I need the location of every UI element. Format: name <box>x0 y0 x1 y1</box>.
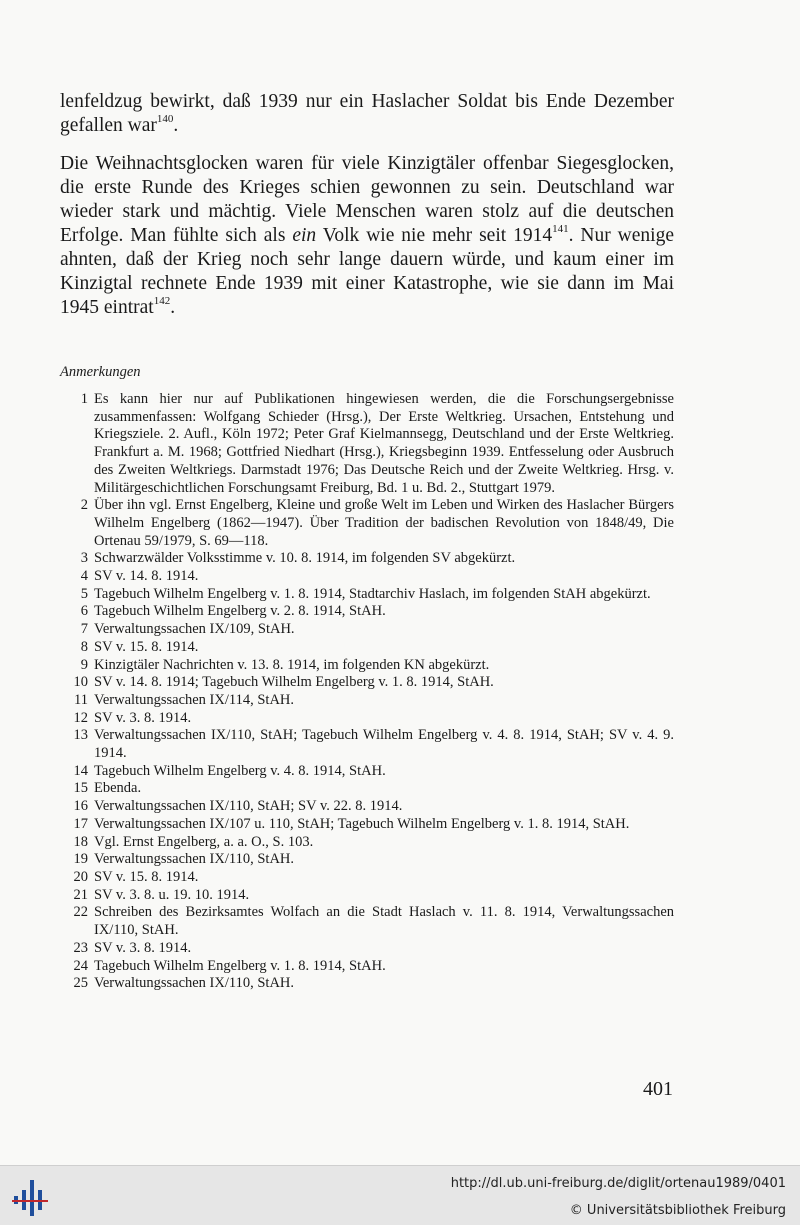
copyright-notice: © Universitätsbibliothek Freiburg <box>569 1203 786 1218</box>
footnote-text: Über ihn vgl. Ernst Engelberg, Kleine und große Welt im Leben und Wirken des Haslacher Bürgers Wilhelm Engelberg (1862—1947). Über Tradition der badischen Revolution von 1848/49, Die Ortenau 59/1979, S. 69—118. <box>94 497 674 549</box>
footnote-item <box>60 940 674 958</box>
footnote-item <box>60 674 674 692</box>
footnote-text: Kinzigtäler Nachrichten v. 13. 8. 1914, im folgenden KN abgekürzt. <box>94 656 490 673</box>
footnote-item <box>60 958 674 976</box>
footnote-item <box>60 816 674 834</box>
paragraph-1 <box>60 90 674 138</box>
footnote-ref-140: 140 <box>156 112 174 125</box>
notes-list <box>60 391 674 993</box>
paragraph-2-text-b: Volk wie nie mehr seit 1914 <box>316 225 553 246</box>
footnote-item <box>60 657 674 675</box>
footnote-text: Verwaltungssachen IX/110, StAH. <box>94 851 295 868</box>
footnote-number: 15 <box>73 780 88 797</box>
paragraph-2-end: . <box>170 297 176 318</box>
footer-bar <box>0 1165 800 1225</box>
footnote-text: Verwaltungssachen IX/110, StAH; SV v. 22. 8. 1914. <box>94 798 403 815</box>
footnote-text: Schwarzwälder Volksstimme v. 10. 8. 1914, im folgenden SV abgekürzt. <box>94 550 516 567</box>
footnote-text: Tagebuch Wilhelm Engelberg v. 1. 8. 1914, StAH. <box>94 957 386 974</box>
footnote-item <box>60 639 674 657</box>
footnote-item <box>60 603 674 621</box>
library-logo-icon <box>10 1174 50 1218</box>
footnote-item <box>60 834 674 852</box>
footnote-number: 13 <box>73 727 88 744</box>
footnote-number: 24 <box>73 957 88 974</box>
footnote-item <box>60 887 674 905</box>
footnote-text: Es kann hier nur auf Publikationen hingewiesen werden, die die Forschungsergebnisse zusammenfassen: Wolfgang Schieder (Hrsg.), Der Erste Weltkrieg. Ursachen, Entstehung und Kriegsziele. 2. Aufl., Köln 1972; Peter Graf Kielmannsegg, Deutschland und der Erste Weltkrieg. Frankfurt a. M. 1968; Gottfried Niedhart (Hrsg.), Kriegsbeginn 1939. Entfesselung oder Ausbruch des Zweiten Weltkriegs. Darmstadt 1976; Das Deutsche Reich und der Zweite Weltkrieg. Hrsg. v. Militärgeschichtlichen Forschungsamt Freiburg, Bd. 1 u. Bd. 2., Stuttgart 1979. <box>94 391 674 496</box>
footnote-text: Verwaltungssachen IX/114, StAH. <box>94 691 295 708</box>
footnote-number: 25 <box>73 975 88 992</box>
footnote-item <box>60 869 674 887</box>
footnote-number: 4 <box>80 568 88 585</box>
footnote-number: 22 <box>73 904 88 921</box>
footnote-number: 20 <box>73 868 88 885</box>
footnote-text: SV v. 3. 8. u. 19. 10. 1914. <box>94 886 250 903</box>
footnote-number: 5 <box>80 585 88 602</box>
footnote-number: 18 <box>73 833 88 850</box>
footnote-number: 3 <box>80 550 88 567</box>
page-number: 401 <box>643 1078 673 1100</box>
footnote-text: Ebenda. <box>94 780 142 797</box>
footnote-number: 16 <box>73 798 88 815</box>
footnote-item <box>60 763 674 781</box>
footnote-number: 14 <box>73 762 88 779</box>
footnote-number: 8 <box>80 638 88 655</box>
footnote-item <box>60 550 674 568</box>
footnote-text: Verwaltungssachen IX/107 u. 110, StAH; Tagebuch Wilhelm Engelberg v. 1. 8. 1914, StAH. <box>94 815 630 832</box>
footnote-number: 21 <box>73 886 88 903</box>
paragraph-2 <box>60 152 674 320</box>
notes-heading: Anmerkungen <box>60 364 141 380</box>
footnote-text: Verwaltungssachen IX/109, StAH. <box>94 621 295 638</box>
footnote-item <box>60 391 674 497</box>
footnote-number: 11 <box>74 691 88 708</box>
footnote-item <box>60 692 674 710</box>
footnote-number: 9 <box>80 656 88 673</box>
body-text <box>60 90 674 334</box>
footnote-item <box>60 904 674 939</box>
footnote-item <box>60 568 674 586</box>
footnote-item <box>60 621 674 639</box>
footnote-text: SV v. 15. 8. 1914. <box>94 868 199 885</box>
footnote-text: Tagebuch Wilhelm Engelberg v. 4. 8. 1914, StAH. <box>94 762 386 779</box>
footnote-text: SV v. 14. 8. 1914; Tagebuch Wilhelm Engelberg v. 1. 8. 1914, StAH. <box>94 674 494 691</box>
footnote-ref-141: 141 <box>552 222 569 235</box>
footnote-item <box>60 586 674 604</box>
footnote-item <box>60 851 674 869</box>
footnote-item <box>60 975 674 993</box>
footnote-number: 2 <box>80 497 88 514</box>
footnote-number: 6 <box>80 603 88 620</box>
footnote-number: 10 <box>73 674 88 691</box>
paragraph-2-emphasis: ein <box>292 225 317 246</box>
footnote-item <box>60 798 674 816</box>
footnote-number: 17 <box>73 815 88 832</box>
footnote-text: Verwaltungssachen IX/110, StAH. <box>94 975 295 992</box>
footnote-number: 19 <box>73 851 88 868</box>
footnote-text: SV v. 3. 8. 1914. <box>94 709 192 726</box>
footnote-text: Tagebuch Wilhelm Engelberg v. 2. 8. 1914, StAH. <box>94 603 386 620</box>
paragraph-1-text: lenfeldzug bewirkt, daß 1939 nur ein Haslacher Soldat bis Ende Dezember gefallen war <box>60 91 674 136</box>
paragraph-2-text-a: Die Weihnachtsglocken waren für viele Kinzigtäler offenbar Siegesglocken, die erste Runde des Krieges schien gewonnen zu sein. Deutschland war wieder stark und mächtig. Viele Menschen waren stolz auf die deutschen Erfolge. Man fühlte sich als <box>60 153 674 246</box>
footnote-number: 23 <box>73 939 88 956</box>
footnote-item <box>60 727 674 762</box>
paragraph-2-text-c: . Nur wenige ahnten, daß der Krieg noch sehr lange dauern würde, und kaum einer im Kinzigtal rechnete Ende 1939 mit einer Katastrophe, wie sie dann im Mai 1945 eintrat <box>60 225 674 318</box>
footnote-text: Verwaltungssachen IX/110, StAH; Tagebuch Wilhelm Engelberg v. 4. 8. 1914, StAH; SV v. 4. 9. 1914. <box>94 727 674 762</box>
footnote-text: SV v. 15. 8. 1914. <box>94 638 199 655</box>
footnote-text: Tagebuch Wilhelm Engelberg v. 1. 8. 1914, Stadtarchiv Haslach, im folgenden StAH abgekürzt. <box>94 585 651 602</box>
footnote-number: 12 <box>73 709 88 726</box>
footnote-ref-142: 142 <box>153 294 171 307</box>
footnote-number: 7 <box>80 621 88 638</box>
footnote-number: 1 <box>80 391 88 407</box>
paragraph-1-end: . <box>173 115 179 136</box>
footnote-item <box>60 710 674 728</box>
footnote-text: SV v. 3. 8. 1914. <box>94 939 192 956</box>
footnote-text: SV v. 14. 8. 1914. <box>94 568 199 585</box>
source-url[interactable]: http://dl.ub.uni-freiburg.de/diglit/ortenau1989/0401 <box>450 1176 786 1191</box>
footnote-item <box>60 780 674 798</box>
footnote-item <box>60 497 674 550</box>
footnote-text: Vgl. Ernst Engelberg, a. a. O., S. 103. <box>94 833 314 850</box>
footnote-text: Schreiben des Bezirksamtes Wolfach an die Stadt Haslach v. 11. 8. 1914, Verwaltungssachen IX/110, StAH. <box>94 904 674 939</box>
